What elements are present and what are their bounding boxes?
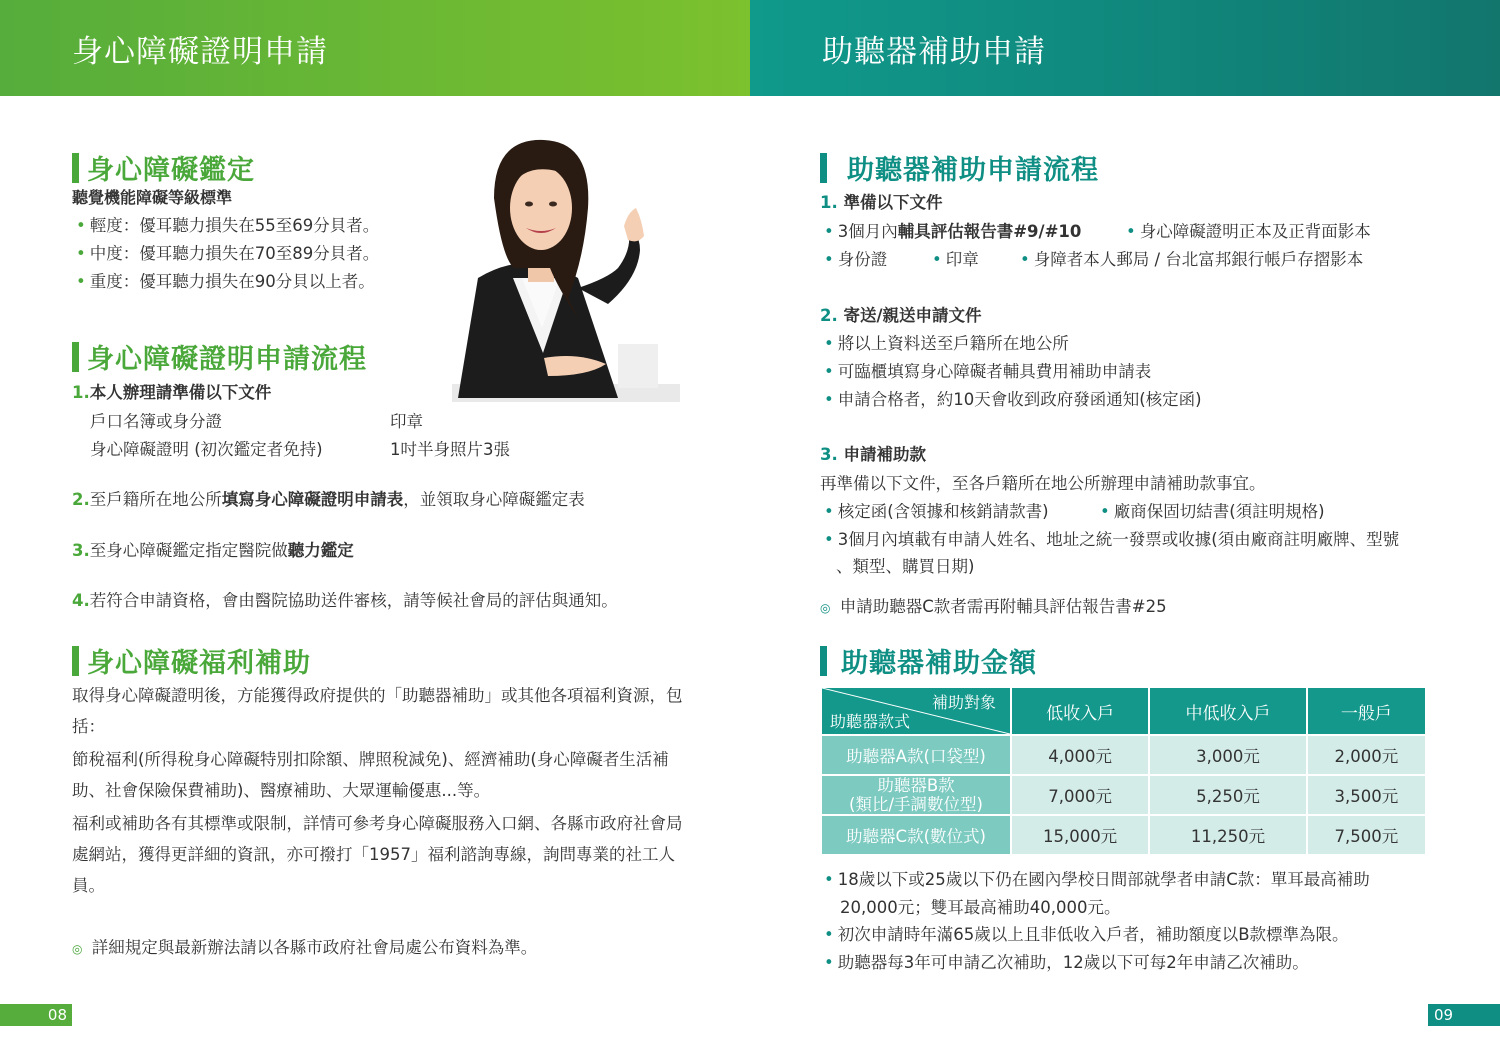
bullet-icon: •	[76, 272, 86, 291]
list-item: • 申請合格者，約10天會收到政府發函通知(核定函)	[824, 390, 1202, 409]
document-item-continued: 、類型、購買日期)	[836, 557, 975, 576]
footnote: ◎ 詳細規定與最新辦法請以各縣市政府社會局處公布資料為準。	[72, 938, 538, 957]
left-page-title: 身心障礙證明申請	[72, 33, 328, 70]
step-3: 3. 申請補助款	[820, 445, 926, 464]
bullet-icon: •	[76, 244, 86, 263]
column-header: 中低收入戶	[1149, 687, 1307, 735]
bullet-icon: •	[824, 870, 834, 889]
page-number-right: 09	[1428, 1004, 1500, 1026]
row-header: 助聽器A款(口袋型)	[821, 735, 1011, 775]
note-item: • 助聽器每3年可申請乙次補助，12歲以下可每2年申請乙次補助。	[824, 953, 1309, 972]
document-item: 戶口名簿或身分證	[90, 412, 222, 431]
section-title-assessment: 身心障礙鑑定	[72, 148, 255, 187]
title-bar	[72, 646, 79, 676]
table-row	[821, 735, 1426, 775]
document-item: • 印章	[932, 250, 979, 269]
hearing-standard-subtitle: 聽覺機能障礙等級標準	[72, 188, 233, 207]
bullet-icon: •	[824, 334, 834, 353]
title-bar	[72, 153, 79, 183]
list-item: • 中度：優耳聽力損失在70至89分貝者。	[76, 244, 380, 263]
table-row	[821, 775, 1426, 815]
list-item: • 輕度：優耳聽力損失在55至69分貝者。	[76, 216, 380, 235]
document-item: • 身障者本人郵局 / 台北富邦銀行帳戶存摺影本	[1020, 250, 1364, 269]
document-item: • 廠商保固切結書(須註明規格)	[1100, 502, 1325, 521]
bullet-icon: •	[824, 530, 834, 549]
table-cell: 4,000元	[1011, 735, 1149, 775]
step-3-intro: 再準備以下文件，至各戶籍所在地公所辦理申請補助款事宜。	[820, 474, 1266, 493]
note-circle-icon: ◎	[72, 942, 83, 956]
table-cell: 5,250元	[1149, 775, 1307, 815]
table-row	[821, 815, 1426, 855]
column-header: 低收入戶	[1011, 687, 1149, 735]
table-header-row	[821, 687, 1426, 735]
footnote: ◎ 申請助聽器C款者需再附輔具評估報告書#25	[820, 597, 1167, 616]
welfare-paragraph: 節稅福利(所得稅身心障礙特別扣除額、牌照稅減免)、經濟補助(身心障礙者生活補助、社會保險保費補助)、醫療補助、大眾運輸優惠...等。	[72, 750, 669, 800]
bullet-icon: •	[824, 362, 834, 381]
presenter-woman-illustration	[418, 128, 680, 404]
bullet-icon: •	[824, 953, 834, 972]
page-number-left: 08	[0, 1004, 72, 1026]
note-item: • 初次申請時年滿65歲以上且非低收入戶者，補助額度以B款標準為限。	[824, 925, 1349, 944]
bullet-icon: •	[932, 250, 942, 269]
document-item: 印章	[390, 412, 423, 431]
bullet-icon: •	[76, 216, 86, 235]
list-item: • 將以上資料送至戶籍所在地公所	[824, 334, 1069, 353]
step-3: 3.至身心障礙鑑定指定醫院做聽力鑑定	[72, 541, 354, 560]
bullet-icon: •	[1100, 502, 1110, 521]
bullet-icon: •	[824, 925, 834, 944]
bullet-icon: •	[824, 222, 834, 241]
table-cell: 7,000元	[1011, 775, 1149, 815]
document-item: • 3個月內輔具評估報告書#9/#10	[824, 222, 1082, 241]
step-4: 4.若符合申請資格，會由醫院協助送件審核，請等候社會局的評估與通知。	[72, 591, 618, 610]
document-item: 1吋半身照片3張	[390, 440, 510, 459]
table-cell: 3,500元	[1307, 775, 1426, 815]
table-corner-cell: 補助對象 助聽器款式	[821, 687, 1011, 735]
bullet-icon: •	[1126, 222, 1136, 241]
step-1: 1.本人辦理請準備以下文件	[72, 383, 272, 402]
right-page-title: 助聽器補助申請	[822, 33, 1046, 70]
table-cell: 2,000元	[1307, 735, 1426, 775]
bullet-icon: •	[824, 250, 834, 269]
document-item: • 身份證	[824, 250, 888, 269]
section-title-application-process: 身心障礙證明申請流程	[72, 337, 367, 376]
document-item: • 身心障礙證明正本及正背面影本	[1126, 222, 1371, 241]
welfare-paragraph: 福利或補助各有其標準或限制，詳情可參考身心障礙服務入口網、各縣市政府社會局處網站，獲得更詳細的資訊，亦可撥打「1957」福利諮詢專線，詢問專業的社工人員。	[72, 814, 683, 895]
note-item-continued: 20,000元；雙耳最高補助40,000元。	[840, 898, 1121, 917]
step-1: 1. 準備以下文件	[820, 193, 943, 212]
bullet-icon: •	[1020, 250, 1030, 269]
list-item: • 重度：優耳聽力損失在90分貝以上者。	[76, 272, 375, 291]
bullet-icon: •	[824, 390, 834, 409]
title-bar	[72, 342, 79, 372]
step-2: 2. 寄送/親送申請文件	[820, 306, 982, 325]
section-title-hearing-aid-process: 助聽器補助申請流程	[820, 148, 1099, 187]
section-title-subsidy-amount: 助聽器補助金額	[820, 641, 1037, 680]
title-bar	[820, 153, 827, 183]
welfare-paragraph: 取得身心障礙證明後，方能獲得政府提供的「助聽器補助」或其他各項福利資源，包括：	[72, 686, 683, 736]
title-bar	[820, 646, 827, 676]
document-item: • 3個月內填載有申請人姓名、地址之統一發票或收據(須由廠商註明廠牌、型號	[824, 530, 1400, 549]
subsidy-amount-table	[820, 686, 1427, 856]
table-cell: 15,000元	[1011, 815, 1149, 855]
left-page-header	[0, 0, 750, 96]
table-cell: 11,250元	[1149, 815, 1307, 855]
section-title-welfare: 身心障礙福利補助	[72, 641, 311, 680]
bullet-icon: •	[824, 502, 834, 521]
table-cell: 3,000元	[1149, 735, 1307, 775]
column-header: 一般戶	[1307, 687, 1426, 735]
row-header: 助聽器B款 (類比/手調數位型)	[821, 775, 1011, 815]
list-item: • 可臨櫃填寫身心障礙者輔具費用補助申請表	[824, 362, 1152, 381]
note-item: • 18歲以下或25歲以下仍在國內學校日間部就學者申請C款：單耳最高補助	[824, 870, 1370, 889]
row-header: 助聽器C款(數位式)	[821, 815, 1011, 855]
document-item: • 核定函(含領據和核銷請款書)	[824, 502, 1049, 521]
table-cell: 7,500元	[1307, 815, 1426, 855]
note-circle-icon: ◎	[820, 601, 831, 615]
step-2: 2.至戶籍所在地公所填寫身心障礙證明申請表，並領取身心障礙鑑定表	[72, 490, 585, 509]
document-item: 身心障礙證明 (初次鑑定者免持)	[90, 440, 323, 459]
right-page-header	[750, 0, 1500, 96]
